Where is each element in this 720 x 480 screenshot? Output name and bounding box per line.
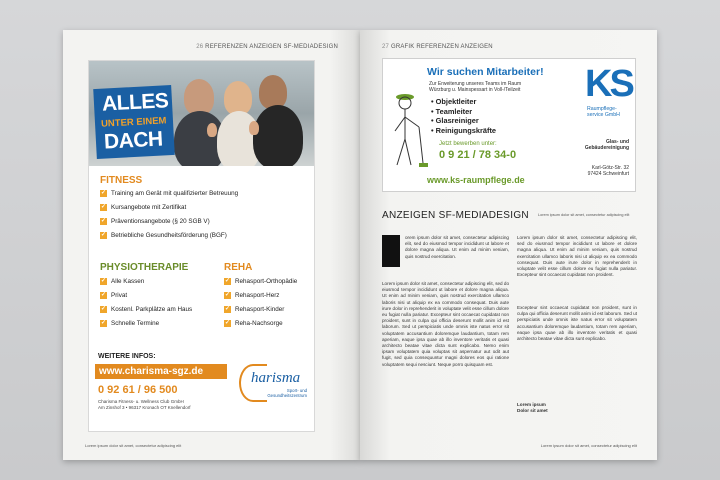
col2-body: Lorem ipsum dolor sit amet, consectetur adipiscing elit, sed do eiusmod tempor incididunt ut labore et dolore magna aliqua. Ut enim ad minim veniam, quis nostrud exercitation ullamco laboris nisi ut aliquip ex ea commodo consequat. Duis aute irure dolor in reprehenderit in voluptate velit esse cillum dolore eu fugiat nulla pariatur. Excepteur sint occaecat cupidatat non proident. [517, 235, 637, 278]
list-item: ✓ Rehasport-Herz [224, 292, 280, 299]
list-item: ✓ Privat [100, 292, 128, 299]
charisma-address: Charisma Fitness- u. Wellness Club GmbH Am Zinshof 3 • 96317 Kronach OT Knellendorf [98, 399, 191, 410]
fitness-list [100, 190, 238, 246]
right-running-head-text: GRAFIK REFERENZEN ANZEIGEN [390, 44, 493, 50]
right-running-head [382, 44, 493, 50]
dropcap-l [382, 235, 400, 267]
checkmark-icon: ✓ [100, 190, 107, 196]
section-title: ANZEIGEN SF-MEDIADESIGN [382, 210, 529, 221]
checkmark-icon: ✓ [100, 278, 107, 284]
ks-logo-sub: Raumpflege- service GmbH [587, 106, 620, 118]
right-page-number: 27 [382, 44, 390, 50]
headline-line-2: UNTER EINEM [100, 115, 167, 130]
physio-title: PHYSIOTHERAPIE [100, 262, 189, 273]
physio-list [100, 278, 192, 334]
list-item: • Teamleiter [431, 107, 496, 117]
cleaner-figure-icon [389, 87, 429, 177]
job-headline: Wir suchen Mitarbeiter! [427, 66, 544, 78]
job-intro: Zur Erweiterung unseres Teams im Raum Würzburg u. Mainspessart in Voll-/Teilzeit [429, 81, 522, 93]
logo-name: harisma [251, 370, 301, 386]
headline-box [93, 85, 175, 159]
job-phone: 0 9 21 / 78 34-0 [439, 149, 517, 161]
logo-sub: Sport- und Gesundheitszentrum [267, 388, 307, 398]
checkmark-icon: ✓ [224, 306, 231, 312]
list-item: ✓ Präventionsangebote (§ 20 SGB V) [100, 218, 210, 225]
checkmark-icon: ✓ [224, 278, 231, 284]
left-running-head-text: REFERENZEN ANZEIGEN SF-MEDIADESIGN [205, 44, 338, 50]
list-item: • Reinigungskräfte [431, 126, 496, 136]
job-url[interactable]: www.ks-raumpflege.de [427, 175, 525, 185]
left-page [63, 30, 360, 460]
checkmark-icon: ✓ [100, 218, 107, 224]
checkmark-icon: ✓ [100, 306, 107, 312]
infos-label: WEITERE INFOS: [98, 353, 156, 360]
charisma-url[interactable]: www.charisma-sgz.de [95, 364, 227, 379]
col2-body-2: Excepteur sint occaecat cupidatat non proident, sunt in culpa qui officia deserunt mollit anim id est laborum. Sed ut perspiciatis unde omnis iste natus error sit voluptatem accusantium doloremque laudantium, totam rem aperiam, eaque ipsa quae ab illo inventore veritatis et quasi architecto beatae vitae dicta sunt explicabo. [517, 305, 637, 342]
ks-address: Karl-Götz-Str. 32 97424 Schweinfurt [587, 165, 629, 177]
list-item: ✓ Kursangebote mit Zertifikat [100, 204, 187, 211]
col2-end: Lorem ipsum Dolor sit amet [517, 402, 548, 413]
fitness-photo [89, 61, 314, 166]
apply-label: Jetzt bewerben unter: [439, 141, 497, 147]
charisma-phone: 0 92 61 / 96 500 [98, 384, 178, 396]
ks-services: Glas- und Gebäudereinigung [584, 139, 629, 151]
section-note: Lorem ipsum dolor sit amet, consectetur adipiscing elit [538, 213, 630, 217]
list-item: ✓ Reha-Nachsorge [224, 320, 283, 327]
job-positions [431, 97, 496, 135]
checkmark-icon: ✓ [224, 320, 231, 326]
list-item: ✓ Kostenl. Parkplätze am Haus [100, 306, 193, 313]
left-running-head [196, 44, 338, 50]
list-item: ✓ Rehasport-Orthopädie [224, 278, 298, 285]
charisma-ad [88, 60, 315, 432]
list-item: ✓ Schnelle Termine [100, 320, 160, 327]
checkmark-icon: ✓ [100, 232, 107, 238]
fitness-title: FITNESS [100, 175, 143, 186]
left-caption: Lorem ipsum dolor sit amet, consectetur adipiscing elit [85, 443, 182, 448]
right-caption: Lorem ipsum dolor sit amet, consectetur adipiscing elit [540, 443, 637, 448]
right-page [360, 30, 657, 460]
left-page-number: 26 [196, 44, 204, 50]
headline-line-1: ALLES [101, 89, 169, 116]
list-item: ✓ Betriebliche Gesundheitsförderung (BGF) [100, 232, 227, 239]
list-item: • Objektleiter [431, 97, 496, 107]
ks-logo-text: KS [585, 63, 632, 105]
col1-body: Lorem ipsum dolor sit amet, consectetur adipiscing elit, sed do eiusmod tempor incididunt ut labore et dolore magna aliqua. Ut enim ad minim veniam, quis nostrud exercitation ullamco laboris nisi ut aliquip ex ea commodo consequat. Duis aute irure dolor in reprehenderit in voluptate velit esse cillum dolore eu fugiat nulla pariatur. Excepteur sint occaecat cupidatat non proident, sunt in culpa qui officia deserunt mollit anim id est laborum. Sed ut perspiciatis unde omnis iste natus error sit voluptatem accusantium doloremque laudantium, totam rem aperiam, eaque ipsa quae ab illo inventore veritatis et quasi architecto beatae vitae dicta sunt explicabo. Nemo enim ipsam voluptatem quia voluptas sit aspernatur aut odit aut fugit, sed quia consequuntur magni dolores eos qui ratione voluptatem sequi nesciunt. Neque porro quisquam est. [382, 281, 509, 367]
checkmark-icon: ✓ [224, 292, 231, 298]
col1-lead: orem ipsum dolor sit amet, consectetur adipiscing elit, sed do eiusmod tempor incididunt ut labore et dolore magna aliqua. Ut enim ad minim veniam, quis nostrud exercitation. [405, 235, 509, 259]
list-item: • Glasreiniger [431, 116, 496, 126]
checkmark-icon: ✓ [100, 320, 107, 326]
list-item: ✓ Training am Gerät mit qualifizierter Betreuung [100, 190, 239, 197]
list-item: ✓ Rehasport-Kinder [224, 306, 285, 313]
ks-logo [583, 63, 632, 118]
headline-line-3: DACH [103, 127, 164, 154]
charisma-logo [239, 364, 309, 402]
checkmark-icon: ✓ [100, 292, 107, 298]
list-item: ✓ Alle Kassen [100, 278, 145, 285]
reha-list [224, 278, 297, 334]
checkmark-icon: ✓ [100, 204, 107, 210]
ks-job-ad [382, 58, 636, 192]
reha-title: REHA [224, 262, 253, 273]
